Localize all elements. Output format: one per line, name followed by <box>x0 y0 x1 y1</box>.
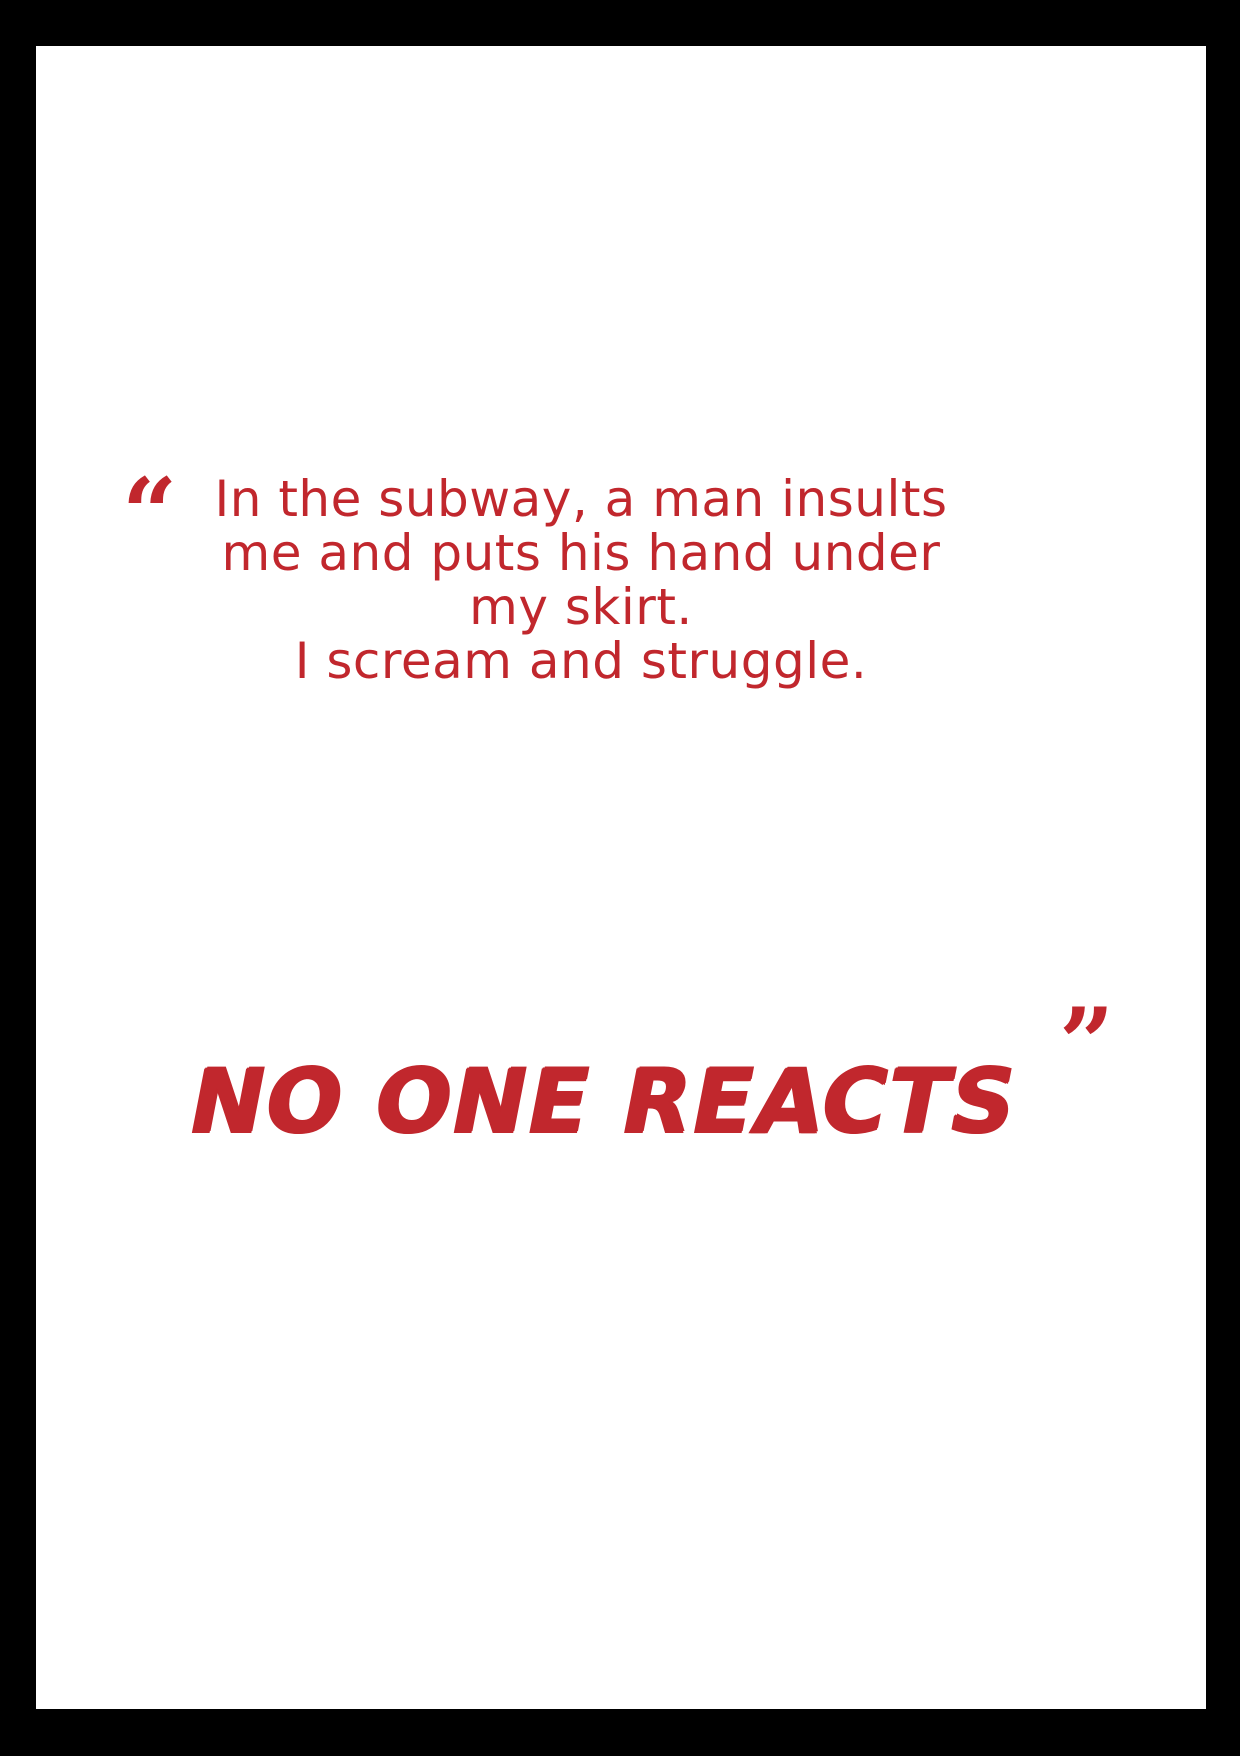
quote-paragraph-2 <box>206 634 956 688</box>
quote-line-2: me and puts his hand under <box>221 524 941 582</box>
quote-line-3: my skirt. <box>469 578 693 636</box>
quote-text <box>206 472 956 688</box>
no-one-reacts-heading: NO ONE REACTS <box>191 1050 1017 1153</box>
poster <box>36 46 1206 1709</box>
quote-line-1: In the subway, a man insults <box>214 470 948 528</box>
close-quote-mark: ” <box>1059 987 1115 1100</box>
quote-line-4: I scream and struggle. <box>294 632 868 690</box>
quote-paragraph-1 <box>206 472 956 634</box>
open-quote-mark: “ <box>122 457 178 570</box>
